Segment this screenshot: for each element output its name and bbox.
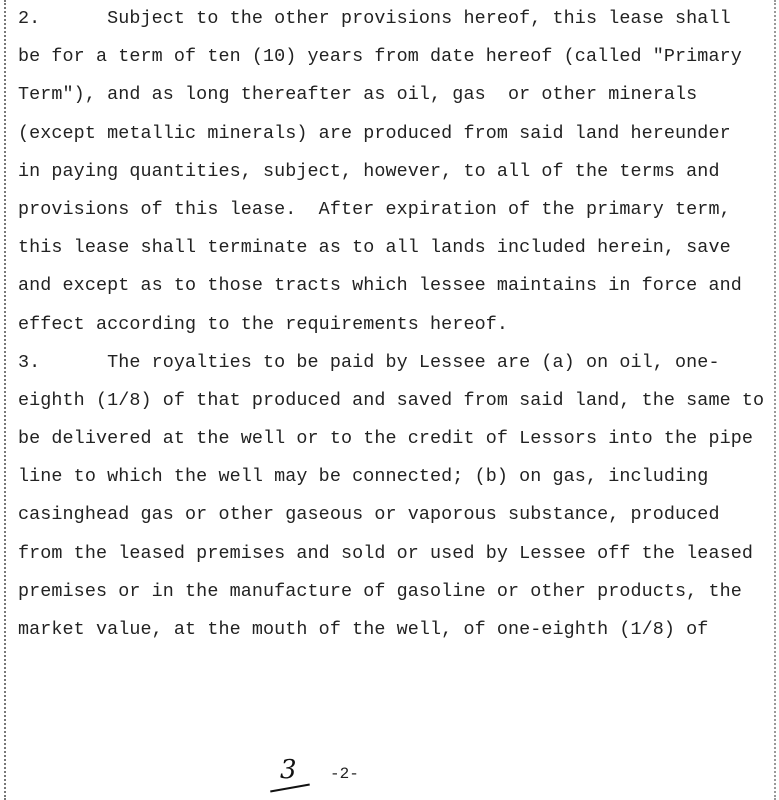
- text-line: premises or in the manufacture of gasoline or other products, the: [18, 580, 742, 602]
- text-line: Term"), and as long thereafter as oil, gas or other minerals: [18, 84, 698, 106]
- text-line: from the leased premises and sold or used by Lessee off the leased: [18, 542, 753, 564]
- text-line: this lease shall terminate as to all lands included herein, save: [18, 237, 731, 259]
- text-line: be delivered at the well or to the credit of Lessors into the pipe: [18, 428, 753, 450]
- body-text: [18, 4, 764, 653]
- text-line: 2. Subject to the other provisions hereof, this lease shall: [18, 8, 731, 29]
- text-line: provisions of this lease. After expiration of the primary term,: [18, 198, 731, 220]
- text-line: (except metallic minerals) are produced from said land hereunder: [18, 122, 731, 144]
- text-line: 3. The royalties to be paid by Lessee are (a) on oil, one-: [18, 351, 720, 373]
- text-line: in paying quantities, subject, however, to all of the terms and: [18, 160, 720, 182]
- handwritten-mark: 3: [280, 755, 297, 785]
- right-margin-border: [774, 0, 776, 800]
- text-line: line to which the well may be connected; (b) on gas, including: [18, 466, 709, 488]
- left-margin-border: [4, 0, 6, 800]
- text-line: effect according to the requirements hereof.: [18, 313, 508, 335]
- text-line: market value, at the mouth of the well, of one-eighth (1/8) of: [18, 619, 709, 640]
- page-number: -2-: [330, 765, 359, 783]
- text-line: eighth (1/8) of that produced and saved from said land, the same to: [18, 389, 765, 411]
- text-line: casinghead gas or other gaseous or vaporous substance, produced: [18, 504, 720, 526]
- text-line: and except as to those tracts which lessee maintains in force and: [18, 275, 742, 297]
- text-line: be for a term of ten (10) years from date hereof (called "Primary: [18, 46, 742, 68]
